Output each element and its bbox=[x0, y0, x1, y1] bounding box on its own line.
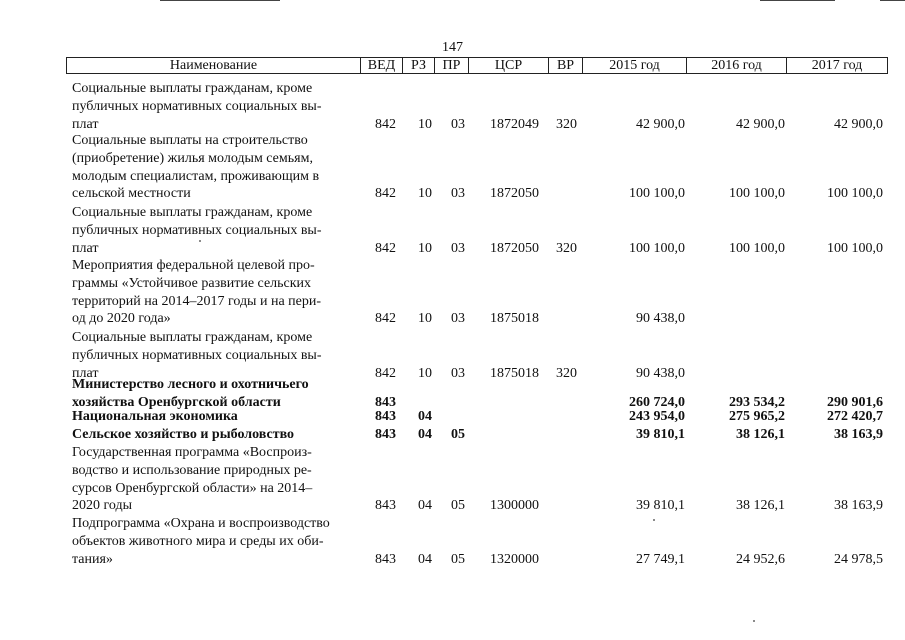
cell-y2017: 38 163,9 bbox=[834, 427, 883, 442]
cell-y2017: 42 900,0 bbox=[834, 116, 883, 132]
header-2015: 2015 год bbox=[583, 58, 687, 73]
header-2016: 2016 год bbox=[687, 58, 787, 73]
cell-rz: 04 bbox=[418, 409, 432, 424]
cell-y2015: 39 810,1 bbox=[636, 427, 685, 442]
row-name bbox=[72, 426, 362, 444]
scan-speck bbox=[199, 240, 201, 242]
row-name-line: водство и использование природных ре- bbox=[72, 462, 312, 478]
row-name bbox=[72, 132, 362, 203]
cell-pr: 05 bbox=[451, 551, 465, 567]
scan-edge-line bbox=[880, 0, 905, 1]
row-name bbox=[72, 257, 362, 328]
cell-pr: 05 bbox=[451, 498, 465, 514]
cell-y2016: 275 965,2 bbox=[729, 409, 785, 424]
row-name-line: плат bbox=[72, 365, 99, 381]
cell-y2017: 100 100,0 bbox=[827, 240, 883, 256]
cell-rz: 10 bbox=[418, 186, 432, 202]
row-name bbox=[72, 408, 362, 426]
cell-y2017: 38 163,9 bbox=[834, 498, 883, 514]
scan-edge-line bbox=[760, 0, 835, 1]
cell-y2016: 42 900,0 bbox=[736, 116, 785, 132]
cell-ved: 842 bbox=[375, 116, 396, 132]
row-name-line: Социальные выплаты гражданам, кроме bbox=[72, 81, 313, 96]
cell-ved: 842 bbox=[375, 365, 396, 381]
cell-y2016: 24 952,6 bbox=[736, 551, 785, 567]
row-name-line: объектов животного мира и среды их оби- bbox=[72, 533, 324, 549]
row-name bbox=[72, 204, 362, 257]
cell-ved: 842 bbox=[375, 186, 396, 202]
cell-csr: 1872050 bbox=[490, 186, 539, 202]
header-vr: ВР bbox=[549, 58, 583, 73]
page-number: 147 bbox=[442, 40, 463, 55]
row-name-line: Национальная экономика bbox=[72, 409, 238, 424]
cell-vr: 320 bbox=[556, 116, 577, 132]
cell-csr: 1872050 bbox=[490, 240, 539, 256]
cell-rz: 10 bbox=[418, 365, 432, 381]
cell-pr: 03 bbox=[451, 116, 465, 132]
cell-y2016: 38 126,1 bbox=[736, 498, 785, 514]
cell-y2015: 39 810,1 bbox=[636, 498, 685, 514]
row-name-line: тания» bbox=[72, 551, 113, 567]
cell-ved: 843 bbox=[375, 498, 396, 514]
cell-csr: 1872049 bbox=[490, 116, 539, 132]
scan-speck bbox=[753, 620, 755, 622]
cell-y2015: 100 100,0 bbox=[629, 240, 685, 256]
cell-rz: 10 bbox=[418, 240, 432, 256]
header-csr: ЦСР bbox=[469, 58, 549, 73]
cell-y2016: 100 100,0 bbox=[729, 186, 785, 202]
cell-y2016: 38 126,1 bbox=[736, 427, 785, 442]
row-name-line: публичных нормативных социальных вы- bbox=[72, 222, 322, 238]
row-name-line: граммы «Устойчивое развитие сельских bbox=[72, 275, 312, 291]
row-name-line: публичных нормативных социальных вы- bbox=[72, 98, 322, 114]
row-name bbox=[72, 515, 362, 568]
cell-y2015: 90 438,0 bbox=[636, 311, 685, 327]
cell-ved: 843 bbox=[375, 427, 396, 442]
cell-y2015: 42 900,0 bbox=[636, 116, 685, 132]
row-name-line: Социальные выплаты гражданам, кроме bbox=[72, 330, 313, 345]
row-name-line: сурсов Оренбургской области» на 2014– bbox=[72, 480, 313, 496]
row-name bbox=[72, 444, 362, 515]
row-name-line: од до 2020 года» bbox=[72, 311, 171, 327]
cell-rz: 04 bbox=[418, 427, 432, 442]
row-name-line: Мероприятия федеральной целевой про- bbox=[72, 258, 315, 273]
header-rz: РЗ bbox=[403, 58, 435, 73]
cell-vr: 320 bbox=[556, 240, 577, 256]
cell-y2017: 290 901,6 bbox=[827, 394, 883, 410]
cell-y2015: 243 954,0 bbox=[629, 409, 685, 424]
cell-y2017: 24 978,5 bbox=[834, 551, 883, 567]
row-name-line: плат bbox=[72, 116, 99, 132]
row-name-line: Министерство лесного и охотничьего bbox=[72, 377, 309, 392]
header-2017: 2017 год bbox=[811, 58, 863, 73]
cell-pr: 03 bbox=[451, 365, 465, 381]
cell-y2015: 27 749,1 bbox=[636, 551, 685, 567]
cell-rz: 04 bbox=[418, 498, 432, 514]
cell-ved: 843 bbox=[375, 551, 396, 567]
cell-pr: 05 bbox=[451, 427, 465, 442]
row-name-line: плат bbox=[72, 240, 99, 256]
cell-y2016: 293 534,2 bbox=[729, 394, 785, 410]
row-name-line: сельской местности bbox=[72, 186, 191, 202]
cell-ved: 843 bbox=[375, 409, 396, 424]
cell-y2017: 272 420,7 bbox=[827, 409, 883, 424]
row-name-line: территорий на 2014–2017 годы и на пери- bbox=[72, 293, 322, 309]
table-header bbox=[66, 57, 888, 74]
row-name-line: Сельское хозяйство и рыболовство bbox=[72, 427, 295, 442]
row-name-line: публичных нормативных социальных вы- bbox=[72, 347, 322, 363]
cell-ved: 843 bbox=[375, 394, 396, 410]
cell-csr: 1875018 bbox=[490, 365, 539, 381]
scan-edge-line bbox=[160, 0, 280, 1]
cell-ved: 842 bbox=[375, 240, 396, 256]
cell-pr: 03 bbox=[451, 240, 465, 256]
row-name-line: Подпрограмма «Охрана и воспроизводство bbox=[72, 516, 330, 531]
row-name-line: Государственная программа «Воспроиз- bbox=[72, 445, 312, 460]
cell-rz: 10 bbox=[418, 116, 432, 132]
cell-rz: 04 bbox=[418, 551, 432, 567]
cell-csr: 1300000 bbox=[490, 498, 539, 514]
row-name-line: Социальные выплаты на строительство bbox=[72, 133, 308, 148]
header-ved: ВЕД bbox=[361, 58, 403, 73]
row-name bbox=[72, 376, 362, 412]
header-pr: ПР bbox=[435, 58, 469, 73]
cell-csr: 1875018 bbox=[490, 311, 539, 327]
cell-pr: 03 bbox=[451, 186, 465, 202]
row-name-line: Социальные выплаты гражданам, кроме bbox=[72, 205, 313, 220]
cell-ved: 842 bbox=[375, 311, 396, 327]
cell-y2015: 260 724,0 bbox=[629, 394, 685, 410]
cell-pr: 03 bbox=[451, 311, 465, 327]
row-name bbox=[72, 80, 362, 133]
cell-rz: 10 bbox=[418, 311, 432, 327]
row-name-line: 2020 годы bbox=[72, 498, 133, 514]
row-name-line: (приобретение) жилья молодым семьям, bbox=[72, 150, 313, 166]
cell-y2015: 90 438,0 bbox=[636, 365, 685, 381]
scan-speck bbox=[653, 519, 655, 521]
cell-y2016: 100 100,0 bbox=[729, 240, 785, 256]
cell-csr: 1320000 bbox=[490, 551, 539, 567]
header-name: Наименование bbox=[67, 58, 361, 73]
cell-y2015: 100 100,0 bbox=[629, 186, 685, 202]
row-name-line: молодым специалистам, проживающим в bbox=[72, 168, 320, 184]
cell-vr: 320 bbox=[556, 365, 577, 381]
row-name-line: хозяйства Оренбургской области bbox=[72, 394, 281, 410]
row-name bbox=[72, 329, 362, 382]
cell-y2017: 100 100,0 bbox=[827, 186, 883, 202]
